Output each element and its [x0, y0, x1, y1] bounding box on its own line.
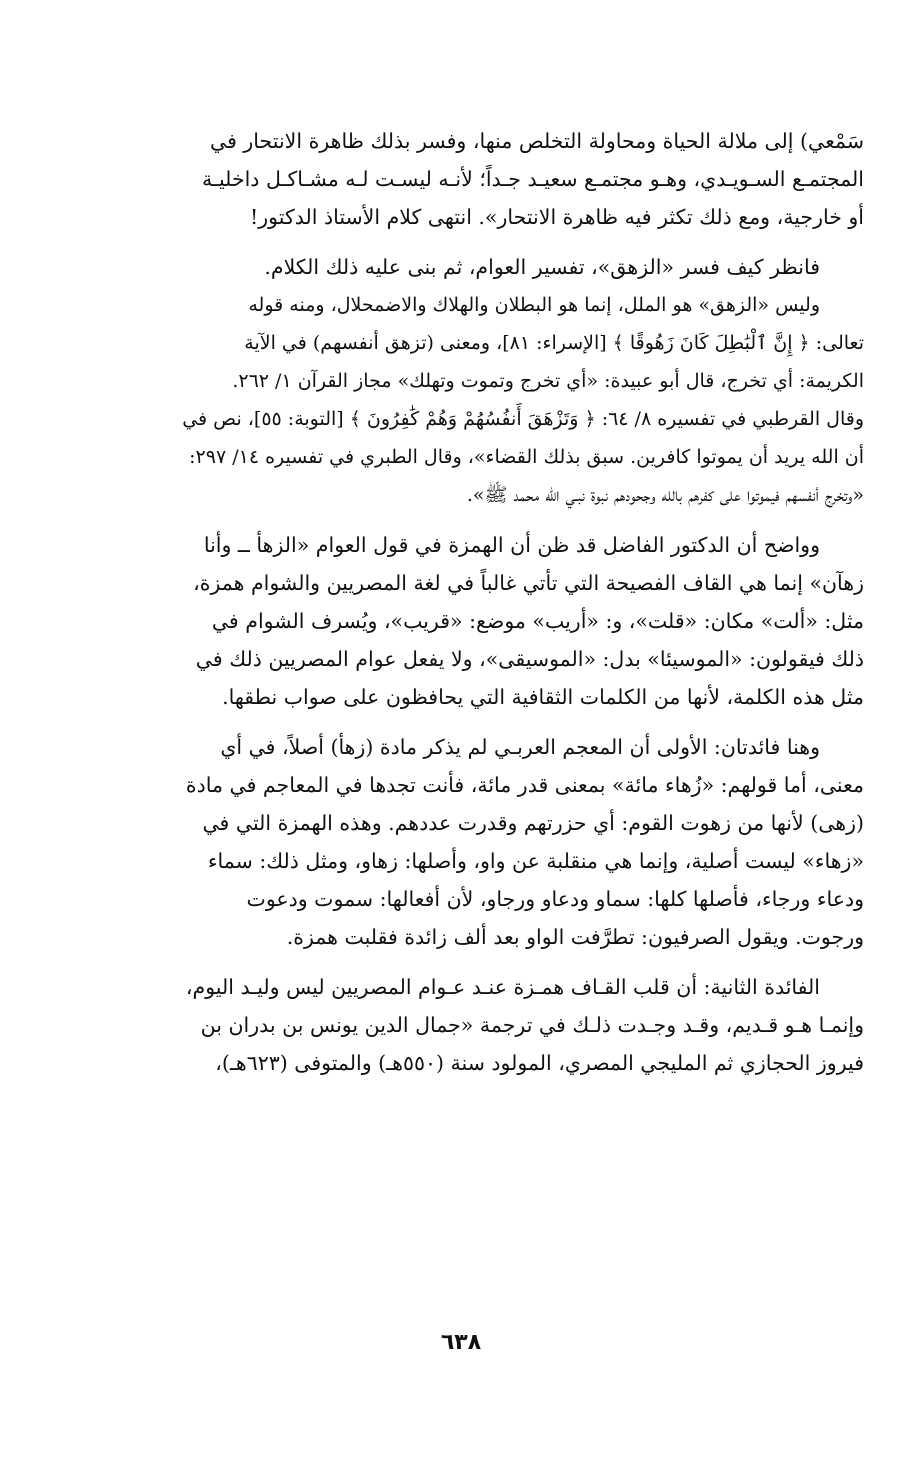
text-line: مثل: «ألت» مكان: «قلت»، و: «أريب» موضع: «قريب»، ويُسرف الشوام في [211, 609, 864, 633]
text-line: زهآن» إنما هي القاف الفصيحة التي تأتي غالباً في لغة المصريين والشوام همزة، [193, 571, 864, 595]
paragraph [58, 286, 864, 514]
text-line: مثل هذه الكلمة، لأنها من الكلمات الثقافية التي يحافظون على صواب نطقها. [222, 685, 864, 709]
text-line: أن الله يريد أن يموتوا كافرين. سبق بذلك القضاء»، وقال الطبري في تفسيره ١٤/ ٢٩٧: [189, 446, 864, 468]
text-line: فانظر كيف فسر «الزهق»، تفسير العوام، ثم بنى عليه ذلك الكلام. [264, 255, 820, 279]
text-line: وواضح أن الدكتور الفاضل قد ظن أن الهمزة في قول العوام «الزهأ ــ وأنا [203, 533, 820, 557]
text-line: «وتخرج أنفسهم فيموتوا على كفرهم بالله وجحودهم نبوة نبـي الله محمد ﷺ». [466, 484, 864, 506]
text-line: وهنا فائدتان: الأولى أن المعجم العربـي لم يذكر مادة (زهأ) أصلاً، في أي [220, 735, 820, 759]
text-line: سَمْعي) إلى ملالة الحياة ومحاولة التخلص منها، وفسر بذلك ظاهرة الانتحار في [210, 129, 864, 153]
text-line: ذلك فيقولون: «الموسيئا» بدل: «الموسيقى»، ولا يفعل عوام المصريين ذلك في [195, 647, 864, 671]
text-line: وليس «الزهق» هو الملل، إنما هو البطلان والهلاك والاضمحلال، ومنه قوله [248, 294, 820, 316]
paragraph [58, 122, 864, 236]
text-line: «زهاء» ليست أصلية، وإنما هي منقلبة عن واو، وأصلها: زهاو، ومثل ذلك: سماء [207, 849, 864, 873]
text-line: الكريمة: أي تخرج، قال أبو عبيدة: «أي تخرج وتموت وتهلك» مجاز القرآن ١/ ٢٦٢. [232, 370, 864, 392]
text-line: الفائدة الثانية: أن قلب القـاف همـزة عنـد عـوام المصريين ليس وليـد اليوم، [185, 975, 820, 999]
text-line: المجتمـع السـويـدي، وهـو مجتمـع سعيـد جـداً؛ لأنـه ليسـت لـه مشـاكـل داخليـة [201, 167, 864, 191]
paragraph [58, 248, 864, 286]
paragraph [58, 968, 864, 1082]
page-number: ٦٣٨ [440, 1330, 482, 1355]
text-line: فيروز الحجازي ثم المليجي المصري، المولود سنة (٥٥٠هـ) والمتوفى (٦٢٣هـ)، [215, 1051, 864, 1075]
text-line: ودعاء ورجاء، فأصلها كلها: سماو ودعاو ورجاو، لأن أفعالها: سموت ودعوت [246, 887, 864, 911]
text-line: (زهى) لأنها من زهوت القوم: أي حزرتهم وقدرت عددهم. وهذه الهمزة التي في [202, 811, 864, 835]
body-text [58, 122, 864, 1082]
text-line: وقال القرطبي في تفسيره ٨/ ٦٤: ﴿ وَتَزْهَقَ أَنفُسُهُمْ وَهُمْ كَٰفِرُونَ ﴾ [التوبة: ٥٥]، نص في [182, 408, 864, 430]
text-line: وإنمـا هـو قـديم، وقـد وجـدت ذلـك في ترجمة «جمال الدين يونس بن بدران بن [200, 1013, 864, 1037]
paragraph [58, 728, 864, 956]
text-line: معنى، أما قولهم: «زُهاء مائة» بمعنى قدر مائة، فأنت تجدها في المعاجم في مادة [185, 773, 864, 797]
text-line: أو خارجية، ومع ذلك تكثر فيه ظاهرة الانتحار». انتهى كلام الأستاذ الدكتور! [250, 205, 864, 229]
paragraph [58, 526, 864, 716]
text-line: تعالى: ﴿ إِنَّ ٱلْبَٰطِلَ كَانَ زَهُوقًا ﴾ [الإسراء: ٨١]، ومعنى (تزهق أنفسهم) في الآية [244, 332, 864, 354]
text-line: ورجوت. ويقول الصرفيون: تطرَّفت الواو بعد ألف زائدة فقلبت همزة. [286, 925, 864, 949]
